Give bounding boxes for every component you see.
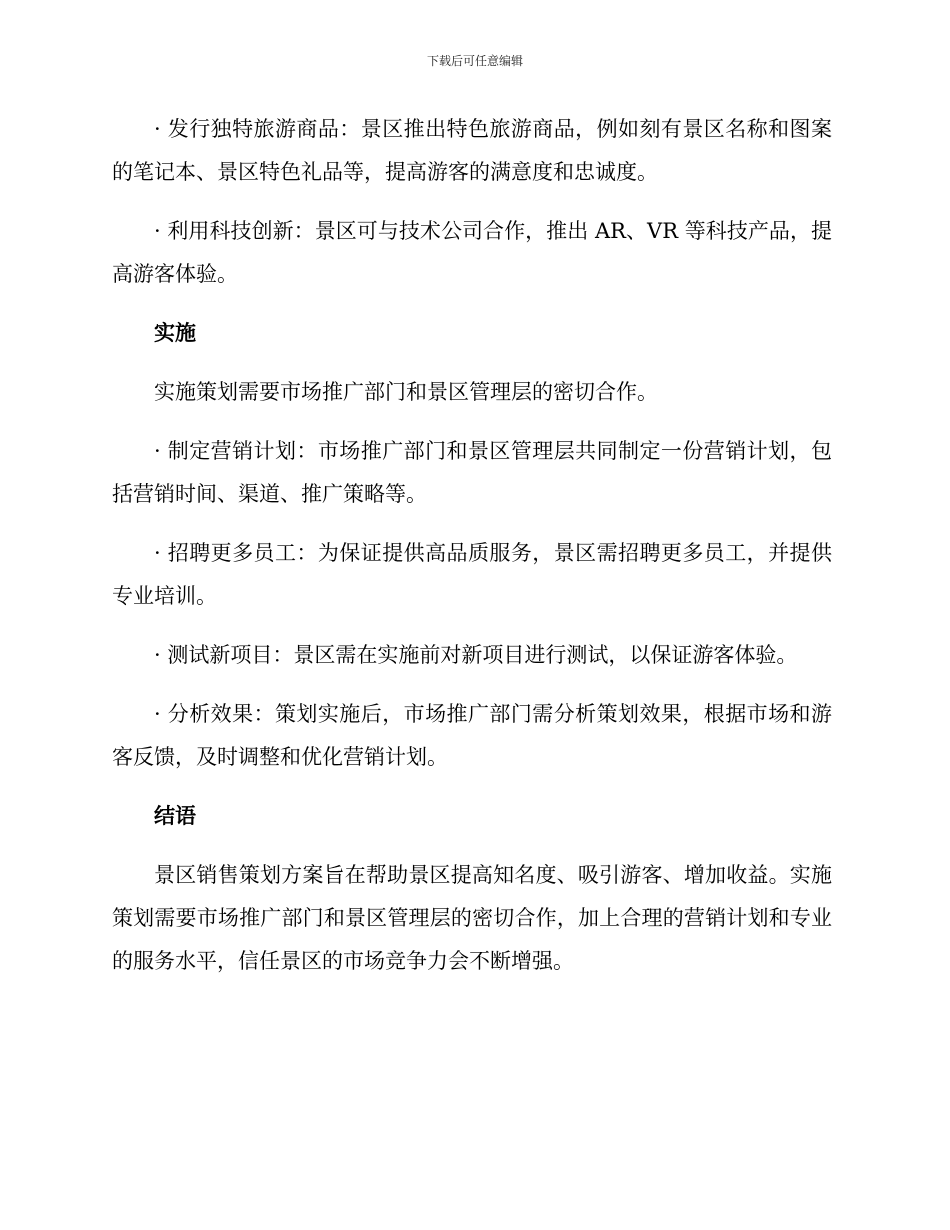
bullet-recruit-staff: · 招聘更多员工：为保证提供高品质服务，景区需招聘更多员工，并提供专业培训。 <box>112 541 832 608</box>
page-header: 下载后可任意编辑 <box>426 54 523 68</box>
bullet-tourism-products: · 发行独特旅游商品：景区推出特色旅游商品，例如刻有景区名称和图案的笔记本、景区特色礼品等，提高游客的满意度和忠诚度。 <box>112 117 832 184</box>
section-heading-conclusion: 结语 <box>154 804 196 828</box>
section-heading-implementation: 实施 <box>154 321 196 345</box>
bullet-tech-innovation: · 利用科技创新：景区可与技术公司合作，推出 AR、VR 等科技产品，提高游客体验。 <box>112 219 832 286</box>
implementation-intro: 实施策划需要市场推广部门和景区管理层的密切合作。 <box>154 380 658 404</box>
bullet-marketing-plan: · 制定营销计划：市场推广部门和景区管理层共同制定一份营销计划，包括营销时间、渠道、推广策略等。 <box>112 439 832 506</box>
bullet-analyze-effect: · 分析效果：策划实施后，市场推广部门需分析策划效果，根据市场和游客反馈，及时调整和优化营销计划。 <box>112 702 832 769</box>
bullet-test-projects: · 测试新项目：景区需在实施前对新项目进行测试，以保证游客体验。 <box>154 643 798 667</box>
conclusion-paragraph: 景区销售策划方案旨在帮助景区提高知名度、吸引游客、增加收益。实施策划需要市场推广部门和景区管理层的密切合作，加上合理的营销计划和专业的服务水平，信任景区的市场竞争力会不断增强。 <box>112 863 832 973</box>
document-body <box>112 108 832 999</box>
